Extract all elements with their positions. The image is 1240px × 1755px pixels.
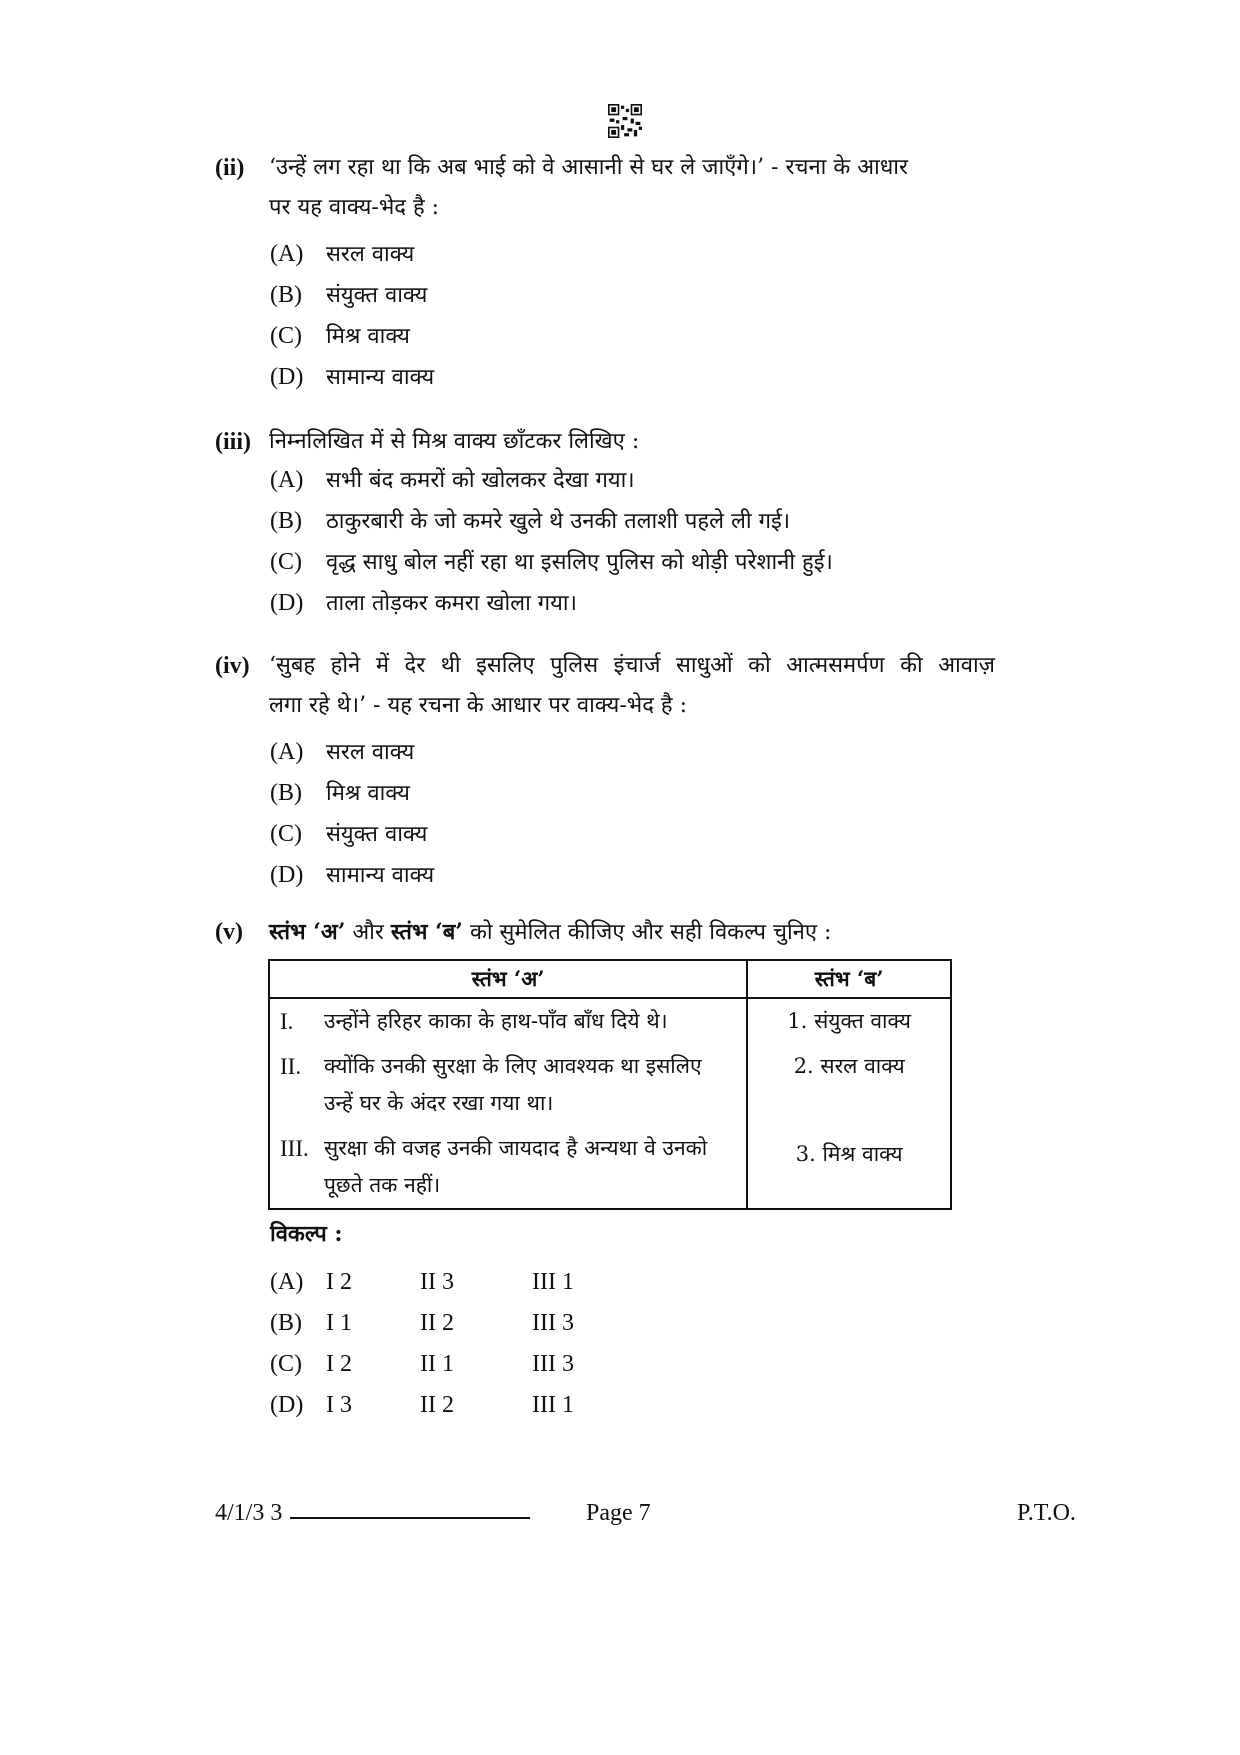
- option: (D) ताला तोड़कर कमरा खोला गया।: [270, 590, 577, 616]
- match-option: (A) I 2 II 3 III 1: [270, 1269, 574, 1295]
- table-row: I. उन्होंने हरिहर काका के हाथ-पाँव बाँध दिये थे। 1. संयुक्त वाक्य: [269, 998, 951, 1044]
- question-v: [215, 912, 995, 953]
- options-ii: [270, 234, 434, 398]
- option: (C) वृद्ध साधु बोल नहीं रहा था इसलिए पुलिस को थोड़ी परेशानी हुई।: [270, 549, 833, 575]
- match-option: (D) I 3 II 2 III 1: [270, 1392, 574, 1418]
- match-options: [270, 1262, 574, 1426]
- option: (A) सरल वाक्य: [270, 739, 415, 765]
- match-option: (B) I 1 II 2 III 3: [270, 1310, 574, 1336]
- question-number: (iv): [215, 653, 250, 679]
- options-iii: [270, 460, 833, 624]
- question-ii: [215, 148, 995, 228]
- question-text: स्तंभ ‘अ’ और स्तंभ ‘ब’ को सुमेलित कीजिए और सही विकल्प चुनिए :: [269, 919, 832, 945]
- footer-divider: [290, 1517, 530, 1519]
- question-text: लगा रहे थे।’ - यह रचना के आधार पर वाक्य-भेद है :: [269, 693, 687, 718]
- question-text: ‘उन्हें लग रहा था कि अब भाई को वे आसानी से घर ले जाएँगे।’ - रचना के आधार: [269, 155, 908, 180]
- question-number: (iii): [215, 429, 251, 455]
- paper-code: 4/1/3 3: [215, 1500, 283, 1526]
- qr-code-icon: [608, 104, 642, 138]
- option: (C) मिश्र वाक्य: [270, 323, 410, 349]
- option: (D) सामान्य वाक्य: [270, 862, 435, 888]
- question-number: (ii): [215, 155, 245, 181]
- match-option: (C) I 2 II 1 III 3: [270, 1351, 574, 1377]
- option: (B) मिश्र वाक्य: [270, 780, 410, 806]
- pto-label: P.T.O.: [1017, 1500, 1076, 1526]
- column-a-header: स्तंभ ‘अ’: [269, 960, 747, 998]
- question-iv: [215, 646, 995, 726]
- column-b-header: स्तंभ ‘ब’: [747, 960, 951, 998]
- table-row: II. क्योंकि उनकी सुरक्षा के लिए आवश्यक था इसलिए उन्हें घर के अंदर रखा गया था। 2. सरल वाक्य: [269, 1044, 951, 1126]
- option: (B) संयुक्त वाक्य: [270, 282, 428, 308]
- question-text: पर यह वाक्य-भेद है :: [269, 195, 440, 220]
- table-row: III. सुरक्षा की वजह उनकी जायदाद है अन्यथा वे उनको पूछते तक नहीं। 3. मिश्र वाक्य: [269, 1126, 951, 1209]
- option: (A) सरल वाक्य: [270, 241, 415, 267]
- option: (A) सभी बंद कमरों को खोलकर देखा गया।: [270, 467, 635, 493]
- question-iii: [215, 422, 995, 462]
- page-number: Page 7: [586, 1500, 651, 1526]
- option: (C) संयुक्त वाक्य: [270, 821, 428, 847]
- option: (D) सामान्य वाक्य: [270, 364, 435, 390]
- option: (B) ठाकुरबारी के जो कमरे खुले थे उनकी तलाशी पहले ली गई।: [270, 508, 791, 534]
- question-number: (v): [215, 919, 243, 945]
- match-table: [268, 959, 952, 1210]
- question-text: निम्नलिखित में से मिश्र वाक्य छाँटकर लिखिए :: [269, 429, 640, 454]
- options-iv: [270, 732, 434, 896]
- page-footer: [0, 1500, 1240, 1530]
- question-text: ‘सुबह होने में देर थी इसलिए पुलिस इंचार्ज साधुओं को आत्मसमर्पण की आवाज़: [269, 653, 995, 678]
- options-heading: विकल्प :: [270, 1221, 343, 1247]
